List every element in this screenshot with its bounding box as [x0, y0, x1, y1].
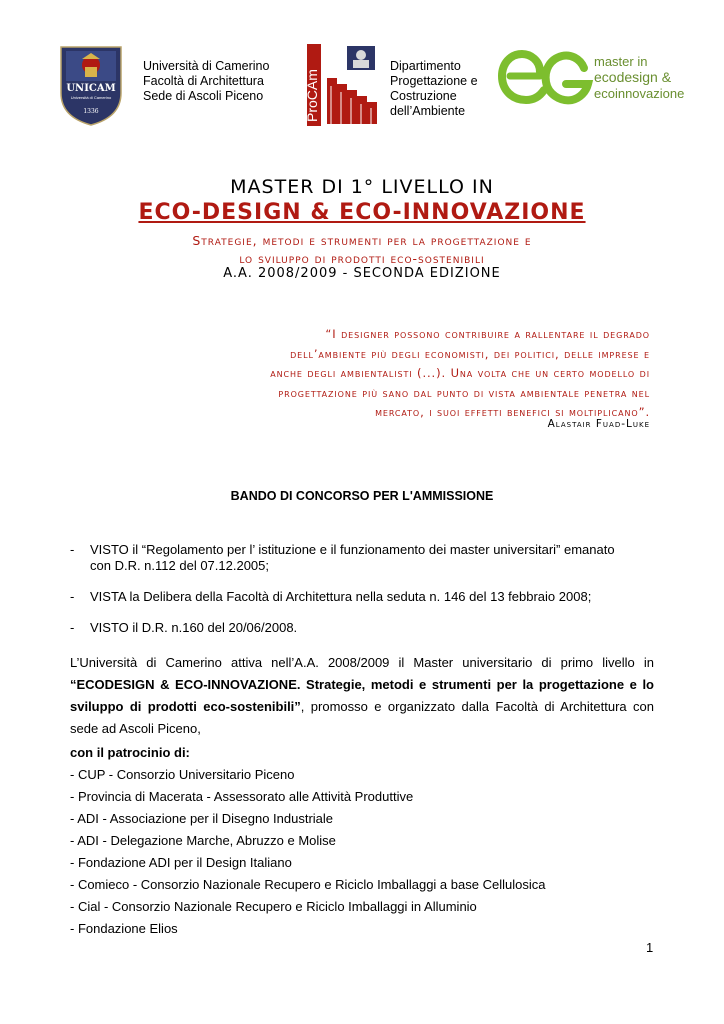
- list-item: - Provincia di Macerata - Assessorato alle Attività Produttive: [70, 789, 414, 804]
- intro-outro: , promosso e organizzato dalla Facoltà di Architettura con sede ad Ascoli Piceno,: [70, 699, 654, 736]
- list-item: - Comieco - Consorzio Nazionale Recupero e Riciclo Imballaggi a base Cellulosica: [70, 877, 546, 892]
- eco-logo-line3: ecoinnovazione: [594, 86, 685, 101]
- list-item: - Fondazione Elios: [70, 921, 178, 936]
- list-item: - Cial - Consorzio Nazionale Recupero e Riciclo Imballaggi in Alluminio: [70, 899, 477, 914]
- visto-dash: -: [70, 542, 75, 557]
- visto-text: VISTO il “Regolamento per l’ istituzione e il funzionamento dei master universitari” emanato: [90, 542, 615, 557]
- procam-logo-text: ProCAm: [304, 69, 320, 122]
- eco-logo-line1: master in: [594, 54, 648, 69]
- visto-text: con D.R. n.112 del 07.12.2005;: [90, 558, 269, 573]
- bando-heading: BANDO DI CONCORSO PER L'AMMISSIONE: [230, 489, 494, 503]
- list-item: - ADI - Associazione per il Disegno Industriale: [70, 811, 334, 826]
- title-edition: A.A. 2008/2009 - SECONDA EDIZIONE: [223, 266, 501, 281]
- dept-line: Dipartimento: [390, 59, 461, 73]
- list-item: - Fondazione ADI per il Design Italiano: [70, 855, 292, 870]
- subtitle-line: lo sviluppo di prodotti eco-sostenibili: [239, 251, 485, 266]
- quote: [130, 325, 650, 423]
- eco-master-logo: [500, 50, 700, 108]
- quote-line: anche degli ambientalisti (...). Una volta che un certo modello di: [270, 366, 650, 381]
- unicam-line: Sede di Ascoli Piceno: [143, 89, 264, 103]
- dept-line: Costruzione: [390, 89, 457, 103]
- unicam-logo: [58, 45, 124, 127]
- dept-line: Progettazione e: [390, 74, 478, 88]
- quote-line: “I designer possono contribuire a rallentare il degrado: [325, 327, 650, 341]
- intro-paragraph: [70, 652, 654, 740]
- intro-text: L’Università di Camerino attiva nell’A.A. 2008/2009 il Master universitario di primo livello in: [70, 655, 654, 670]
- master-title-bold: “ECODESIGN & ECO-INNOVAZIONE. Strategie, metodi e strumenti per la progettazione e lo sviluppo di prodotti eco-sostenibili”: [70, 677, 654, 714]
- title-line2: ECO-DESIGN & ECO-INNOVAZIONE: [138, 200, 586, 225]
- visto-dash: -: [70, 589, 75, 604]
- visto-text: VISTO il D.R. n.160 del 20/06/2008.: [90, 620, 298, 635]
- patrocinio-list: [70, 742, 545, 940]
- quote-line: progettazione più sano dal punto di vista ambientale penetra nel: [278, 385, 650, 400]
- eco-logo-line2: ecodesign &: [594, 69, 672, 85]
- unicam-logo-text: UNICAM: [66, 83, 116, 94]
- list-item: - ADI - Delegazione Marche, Abruzzo e Molise: [70, 833, 336, 848]
- quote-line: mercato, i suoi effetti benefici si moltiplicano”.: [375, 405, 650, 420]
- patrocinio-heading: con il patrocinio di:: [70, 745, 190, 760]
- unicam-address: [143, 59, 269, 104]
- unicam-logo-sub: Università di Camerino: [70, 95, 112, 100]
- list-item: - CUP - Consorzio Universitario Piceno: [70, 767, 295, 782]
- unicam-line: Facoltà di Architettura: [143, 74, 264, 88]
- visto-text: VISTA la Delibera della Facoltà di Architettura nella seduta n. 146 del 13 febbraio 2008;: [90, 589, 592, 604]
- unicam-line: Università di Camerino: [143, 59, 270, 73]
- page-number: 1: [646, 940, 654, 955]
- dept-line: dell’Ambiente: [390, 104, 466, 118]
- visto-dash: -: [70, 620, 75, 635]
- procam-logo: [304, 44, 385, 126]
- unicam-logo-year: 1336: [83, 108, 99, 115]
- dept-address: [390, 59, 478, 119]
- title-subtitle: [0, 232, 724, 268]
- quote-line: dell’ambiente più degli economisti, dei politici, delle imprese e: [290, 346, 650, 361]
- title-line1: MASTER DI 1° LIVELLO IN: [230, 176, 494, 198]
- subtitle-line: Strategie, metodi e strumenti per la progettazione e: [192, 233, 532, 248]
- quote-author: Alastair Fuad-Luke: [547, 418, 650, 430]
